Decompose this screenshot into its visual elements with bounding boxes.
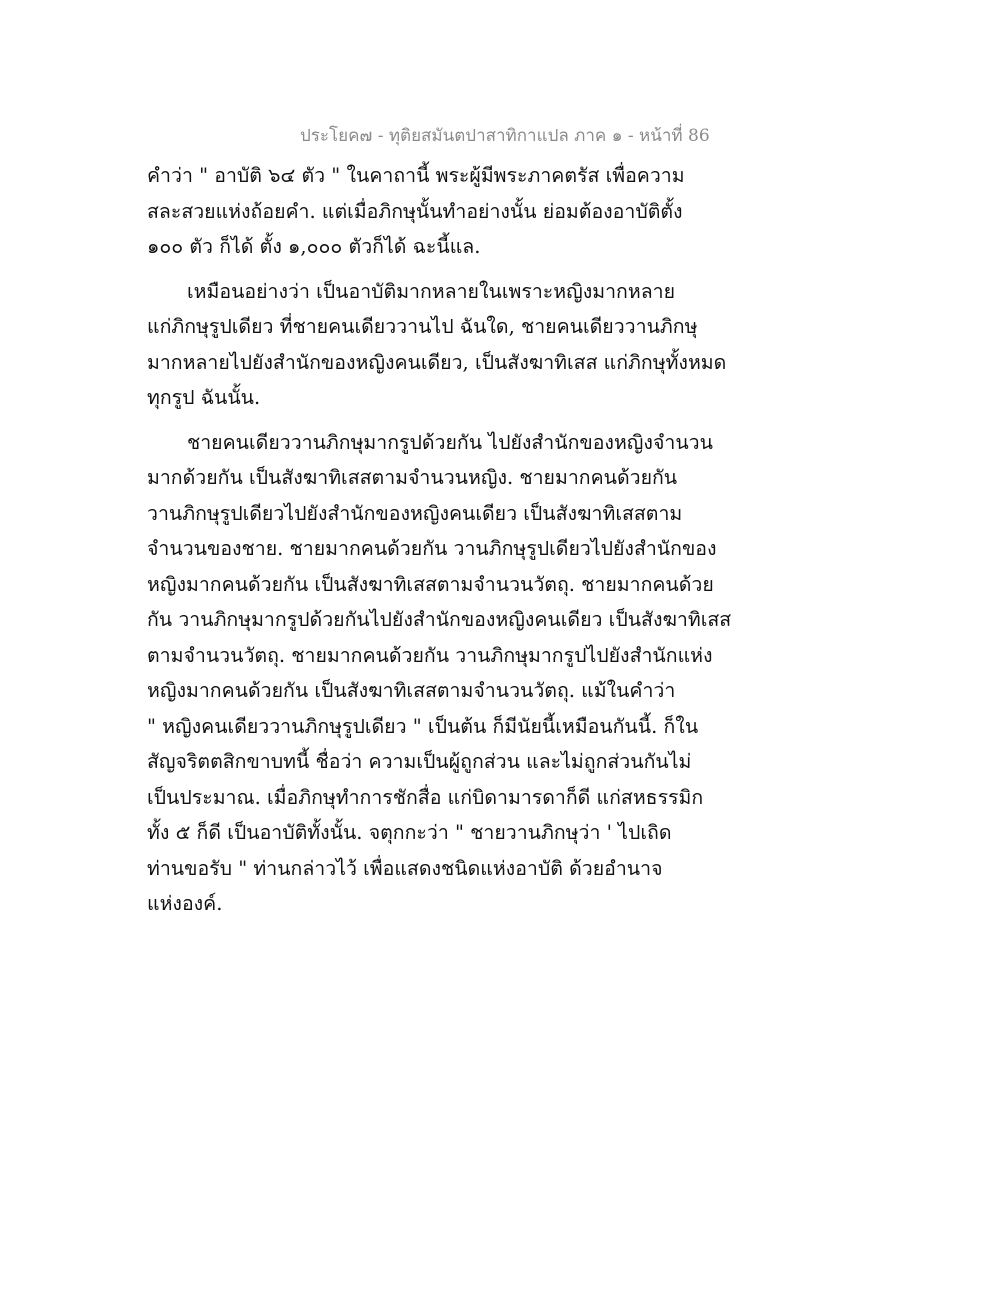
- text-line: ทั้ง ๕ ก็ดี เป็นอาบัติทั้งนั้น. จตุกกะว่า " ชายวานภิกษุว่า ' ไปเถิด: [147, 821, 672, 844]
- text-line: หญิงมากคนด้วยกัน เป็นสังฆาทิเสสตามจำนวนวัตถุ. แม้ในคำว่า: [147, 679, 676, 702]
- page-header: ประโยค๗ - ทุติยสมันตปาสาทิกาแปล ภาค ๑ - หน้าที่ 86: [300, 126, 710, 146]
- paragraph-3: [147, 425, 732, 922]
- paragraph-2: [147, 274, 727, 416]
- text-line: สัญจริตตสิกขาบทนี้ ชื่อว่า ความเป็นผู้ถูกส่วน และไม่ถูกส่วนกันไม่: [147, 750, 692, 773]
- text-line: เป็นประมาณ. เมื่อภิกษุทำการชักสื่อ แก่บิดามารดาก็ดี แก่สหธรรมิก: [147, 785, 704, 809]
- text-line: ชายคนเดียววานภิกษุมากรูปด้วยกัน ไปยังสำนักของหญิงจำนวน: [187, 430, 713, 454]
- text-line: วานภิกษุรูปเดียวไปยังสำนักของหญิงคนเดียว เป็นสังฆาทิเสสตาม: [147, 501, 683, 525]
- text-line: เหมือนอย่างว่า เป็นอาบัติมากหลายในเพราะหญิงมากหลาย: [187, 279, 676, 303]
- text-line: " หญิงคนเดียววานภิกษุรูปเดียว " เป็นต้น ก็มีนัยนี้เหมือนกันนี้. ก็ใน: [147, 714, 699, 738]
- text-line: ตามจำนวนวัตถุ. ชายมากคนด้วยกัน วานภิกษุมากรูปไปยังสำนักแห่ง: [147, 643, 713, 667]
- text-line: คำว่า " อาบัติ ๖๔ ตัว " ในคาถานี้ พระผู้มีพระภาคตรัส เพื่อความ: [147, 164, 685, 187]
- text-line: มากด้วยกัน เป็นสังฆาทิเสสตามจำนวนหญิง. ชายมากคนด้วยกัน: [147, 466, 678, 489]
- text-line: ทุกรูป ฉันนั้น.: [147, 386, 261, 409]
- text-line: มากหลายไปยังสำนักของหญิงคนเดียว, เป็นสังฆาทิเสส แก่ภิกษุทั้งหมด: [147, 350, 727, 374]
- text-line: กัน วานภิกษุมากรูปด้วยกันไปยังสำนักของหญิงคนเดียว เป็นสังฆาทิเสส: [147, 608, 732, 631]
- text-line: สละสวยแห่งถ้อยคำ. แต่เมื่อภิกษุนั้นทำอย่างนั้น ย่อมต้องอาบัติตั้ง: [147, 199, 683, 223]
- text-line: หญิงมากคนด้วยกัน เป็นสังฆาทิเสสตามจำนวนวัตถุ. ชายมากคนด้วย: [147, 572, 714, 596]
- text-line: จำนวนของชาย. ชายมากคนด้วยกัน วานภิกษุรูปเดียวไปยังสำนักของ: [147, 537, 717, 560]
- text-line: ท่านขอรับ " ท่านกล่าวไว้ เพื่อแสดงชนิดแห่งอาบัติ ด้วยอำนาจ: [147, 856, 663, 880]
- text-line: ๑๐๐ ตัว ก็ได้ ตั้ง ๑,๐๐๐ ตัวก็ได้ ฉะนี้แล.: [147, 235, 481, 258]
- text-line: แห่งองค์.: [147, 892, 223, 915]
- paragraph-1: [147, 158, 727, 265]
- body-text: [147, 158, 732, 922]
- text-line: แก่ภิกษุรูปเดียว ที่ชายคนเดียววานไป ฉันใด, ชายคนเดียววานภิกษุ: [147, 315, 698, 338]
